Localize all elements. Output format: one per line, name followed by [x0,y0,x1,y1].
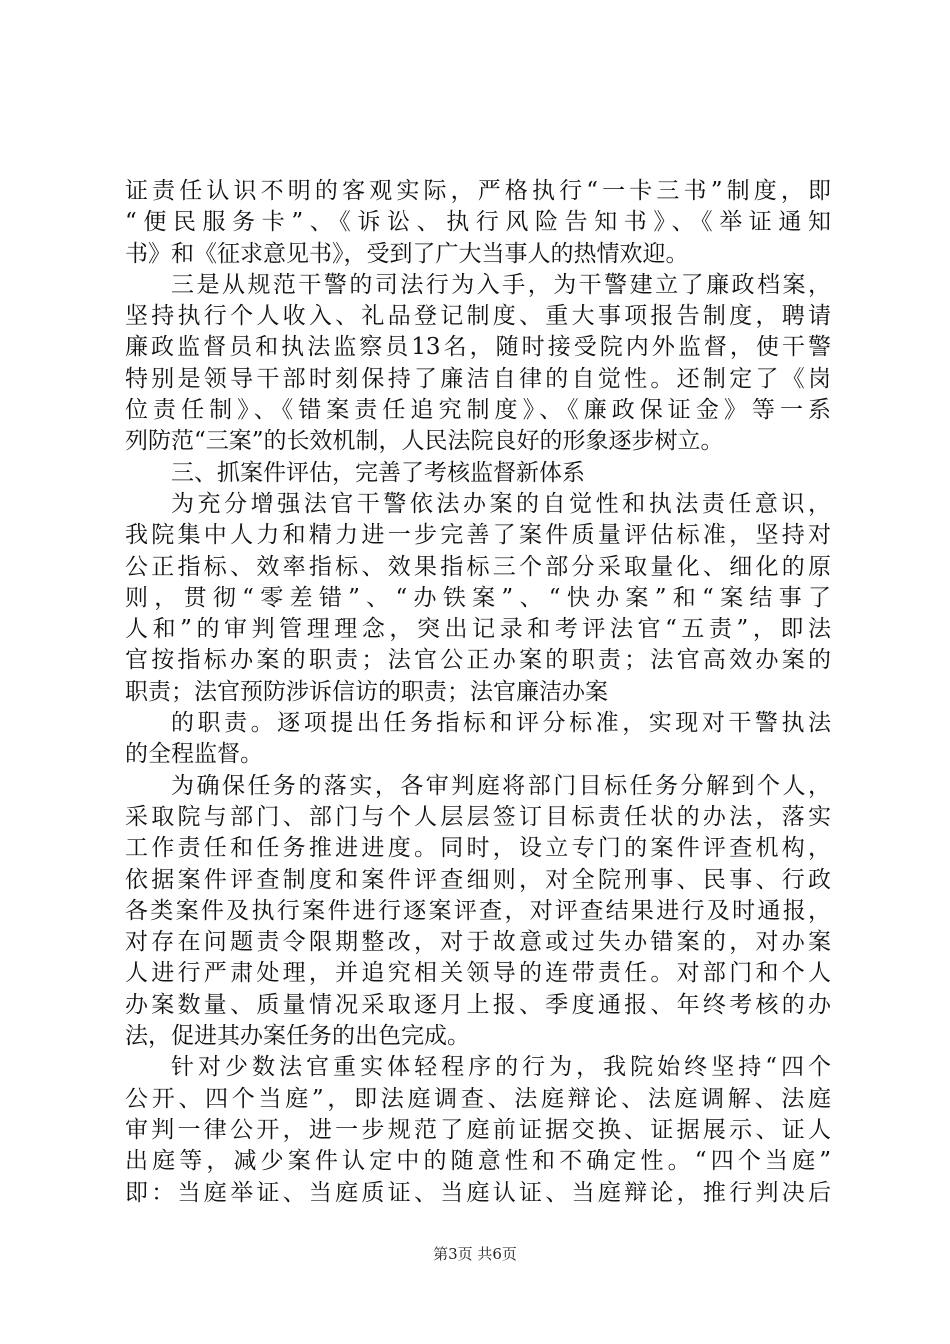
text-line: 证责任认识不明的客观实际，严格执行“一卡三书”制度，即 [125,178,831,204]
text-line: 三、抓案件评估，完善了考核监督新体系 [171,459,585,486]
text-line: 特别是领导干部时刻保持了廉洁自律的自觉性。还制定了《岗 [125,365,831,392]
text-line: 廉政监督员和执法监察员13名，随时接受院内外监督，使干警 [125,334,831,361]
text-line: 工作责任和任务推进进度。同时，设立专门的案件评查机构， [125,835,831,862]
body-text [125,176,831,1209]
text-line: 列防范“三案”的长效机制，人民法院良好的形象逐步树立。 [125,428,724,455]
text-line: “便民服务卡”、《诉讼、执行风险告知书》、《举证通知 [125,209,831,236]
text-line: 法，促进其办案任务的出色完成。 [125,1023,470,1050]
text-line: 职责；法官预防涉诉信访的职责；法官廉洁办案 [125,678,608,705]
text-line: 公正指标、效率指标、效果指标三个部分采取量化、细化的原 [125,553,831,580]
text-line: 公开、四个当庭”，即法庭调查、法庭辩论、法庭调解、法庭 [125,1085,831,1112]
text-line: 人和”的审判管理理念，突出记录和考评法官“五责”，即法 [125,616,831,643]
text-line: 即：当庭举证、当庭质证、当庭认证、当庭辩论，推行判决后 [125,1179,831,1206]
text-line: 办案数量、质量情况采取逐月上报、季度通报、年终考核的办 [125,991,831,1018]
text-line: 依据案件评查制度和案件评查细则，对全院刑事、民事、行政 [125,866,831,893]
text-line: 各类案件及执行案件进行逐案评查，对评查结果进行及时通报， [125,897,831,924]
text-line: 采取院与部门、部门与个人层层签订目标责任状的办法，落实 [125,803,831,830]
page-footer: 第3页 共6页 [433,1245,517,1263]
text-line: 人进行严肃处理，并追究相关领导的连带责任。对部门和个人 [125,960,831,987]
text-line: 的职责。逐项提出任务指标和评分标准，实现对干警执法 [171,710,831,737]
text-line: 则，贯彻“零差错”、“办铁案”、“快办案”和“案结事了 [125,584,831,611]
text-line: 审判一律公开，进一步规范了庭前证据交换、证据展示、证人 [125,1116,831,1143]
text-line: 官按指标办案的职责；法官公正办案的职责；法官高效办案的 [125,647,831,674]
text-line: 针对少数法官重实体轻程序的行为，我院始终坚持“四个 [171,1054,831,1081]
text-line: 书》和《征求意见书》，受到了广大当事人的热情欢迎。 [125,240,689,267]
text-line: 的全程监督。 [125,741,263,768]
text-line: 对存在问题责令限期整改，对于故意或过失办错案的，对办案 [125,929,831,956]
text-line: 为充分增强法官干警依法办案的自觉性和执法责任意识， [171,490,831,517]
text-line: 出庭等，减少案件认定中的随意性和不确定性。“四个当庭” [125,1148,831,1175]
text-line: 我院集中人力和精力进一步完善了案件质量评估标准，坚持对 [125,522,831,549]
text-line: 坚持执行个人收入、礼品登记制度、重大事项报告制度，聘请 [125,303,831,330]
text-line: 为确保任务的落实，各审判庭将部门目标任务分解到个人， [171,772,831,799]
text-line: 三是从规范干警的司法行为入手，为干警建立了廉政档案， [171,271,831,298]
text-line: 位责任制》、《错案责任追究制度》、《廉政保证金》等一系 [125,397,831,424]
